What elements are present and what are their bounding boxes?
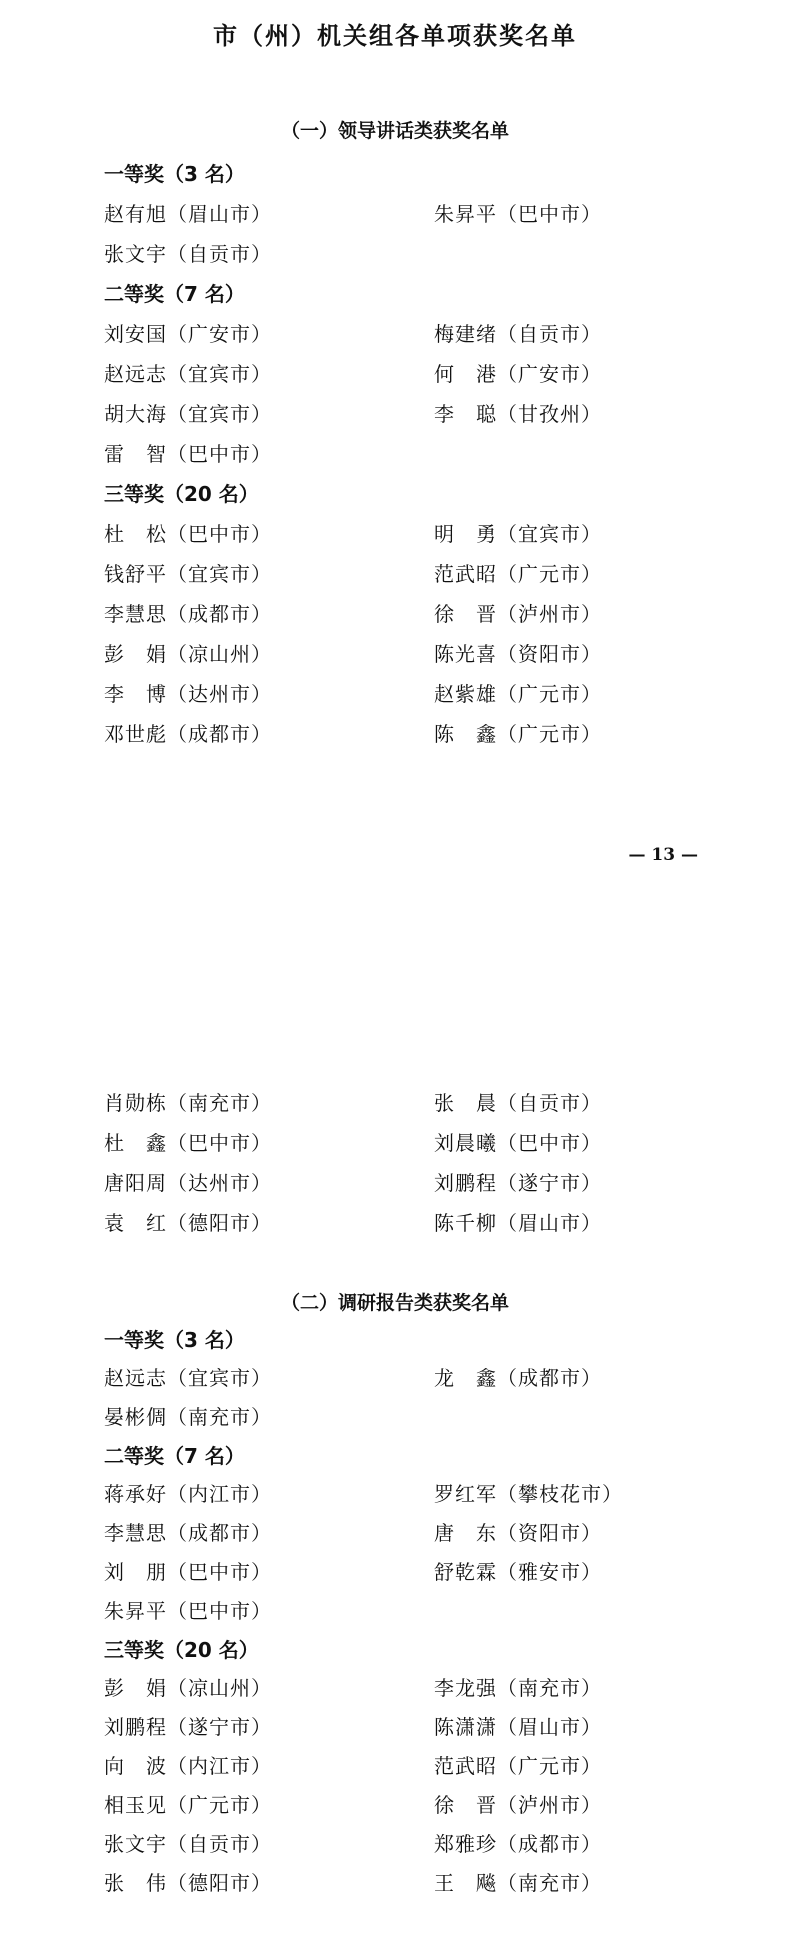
- list-item: 范武昭（广元市）: [434, 562, 602, 586]
- list-item: 罗红军（攀枝花市）: [434, 1482, 623, 1506]
- list-item: 雷 智（巴中市）: [104, 442, 272, 466]
- document-title: 市（州）机关组各单项获奖名单: [213, 22, 577, 50]
- list-item: 舒乾霖（雅安市）: [434, 1560, 602, 1584]
- name-list: [104, 194, 704, 274]
- list-item: 陈光喜（资阳市）: [434, 642, 602, 666]
- list-item: 张文宇（自贡市）: [104, 242, 272, 266]
- list-item: 胡大海（宜宾市）: [104, 402, 272, 426]
- list-item: 龙 鑫（成都市）: [434, 1366, 602, 1390]
- list-item: 陈 鑫（广元市）: [434, 722, 602, 746]
- list-item: 张 伟（德阳市）: [104, 1871, 272, 1895]
- name-list: [104, 1083, 704, 1243]
- list-item: 刘鹏程（遂宁市）: [104, 1715, 272, 1739]
- list-item: 梅建绪（自贡市）: [434, 322, 602, 346]
- name-list: [104, 1669, 704, 1903]
- list-item: 向 波（内江市）: [104, 1754, 272, 1778]
- list-item: 李 聪（甘孜州）: [434, 402, 602, 426]
- section-leader-speech: [104, 115, 704, 754]
- list-item: 刘鹏程（遂宁市）: [434, 1171, 602, 1195]
- award-heading-first: 一等奖（3 名）: [104, 162, 245, 186]
- list-item: 范武昭（广元市）: [434, 1754, 602, 1778]
- page-number: — 13 —: [628, 845, 698, 865]
- list-item: 相玉见（广元市）: [104, 1793, 272, 1817]
- list-item: 唐 东（资阳市）: [434, 1521, 602, 1545]
- list-item: 彭 娟（凉山州）: [104, 1676, 272, 1700]
- award-heading-first: 一等奖（3 名）: [104, 1328, 245, 1352]
- list-item: 李 博（达州市）: [104, 682, 272, 706]
- list-item: 张 晨（自贡市）: [434, 1091, 602, 1115]
- award-heading-third: 三等奖（20 名）: [104, 482, 259, 506]
- list-item: 徐 晋（泸州市）: [434, 602, 602, 626]
- list-item: 杜 鑫（巴中市）: [104, 1131, 272, 1155]
- list-item: 肖勋栋（南充市）: [104, 1091, 272, 1115]
- list-item: 刘 朋（巴中市）: [104, 1560, 272, 1584]
- list-item: 赵有旭（眉山市）: [104, 202, 272, 226]
- name-list: [104, 1359, 704, 1437]
- list-item: 徐 晋（泸州市）: [434, 1793, 602, 1817]
- list-item: 张文宇（自贡市）: [104, 1832, 272, 1856]
- list-item: 蒋承好（内江市）: [104, 1482, 272, 1506]
- section-research-report: [104, 1287, 704, 1903]
- list-item: 晏彬倜（南充市）: [104, 1405, 272, 1429]
- list-item: 刘晨曦（巴中市）: [434, 1131, 602, 1155]
- list-item: 陈潇潇（眉山市）: [434, 1715, 602, 1739]
- award-heading-third: 三等奖（20 名）: [104, 1638, 259, 1662]
- section-title: （二）调研报告类获奖名单: [280, 1292, 509, 1314]
- list-item: 陈千柳（眉山市）: [434, 1211, 602, 1235]
- list-item: 李慧思（成都市）: [104, 602, 272, 626]
- list-item: 李龙强（南充市）: [434, 1676, 602, 1700]
- section-title: （一）领导讲话类获奖名单: [280, 120, 509, 142]
- award-heading-second: 二等奖（7 名）: [104, 1444, 245, 1468]
- list-item: 郑雅珍（成都市）: [434, 1832, 602, 1856]
- list-item: 钱舒平（宜宾市）: [104, 562, 272, 586]
- name-list: [104, 314, 704, 474]
- list-item: 赵远志（宜宾市）: [104, 362, 272, 386]
- list-item: 明 勇（宜宾市）: [434, 522, 602, 546]
- list-item: 赵远志（宜宾市）: [104, 1366, 272, 1390]
- award-heading-second: 二等奖（7 名）: [104, 282, 245, 306]
- list-item: 袁 红（德阳市）: [104, 1211, 272, 1235]
- name-list: [104, 1475, 704, 1631]
- list-item: 赵紫雄（广元市）: [434, 682, 602, 706]
- list-item: 唐阳周（达州市）: [104, 1171, 272, 1195]
- list-item: 杜 松（巴中市）: [104, 522, 272, 546]
- list-item: 彭 娟（凉山州）: [104, 642, 272, 666]
- list-item: 邓世彪（成都市）: [104, 722, 272, 746]
- list-item: 刘安国（广安市）: [104, 322, 272, 346]
- list-item: 李慧思（成都市）: [104, 1521, 272, 1545]
- list-item: 何 港（广安市）: [434, 362, 602, 386]
- list-item: 朱昇平（巴中市）: [434, 202, 602, 226]
- name-list: [104, 514, 704, 754]
- section-leader-speech-continued: [104, 1083, 704, 1243]
- list-item: 朱昇平（巴中市）: [104, 1599, 272, 1623]
- list-item: 王 飚（南充市）: [434, 1871, 602, 1895]
